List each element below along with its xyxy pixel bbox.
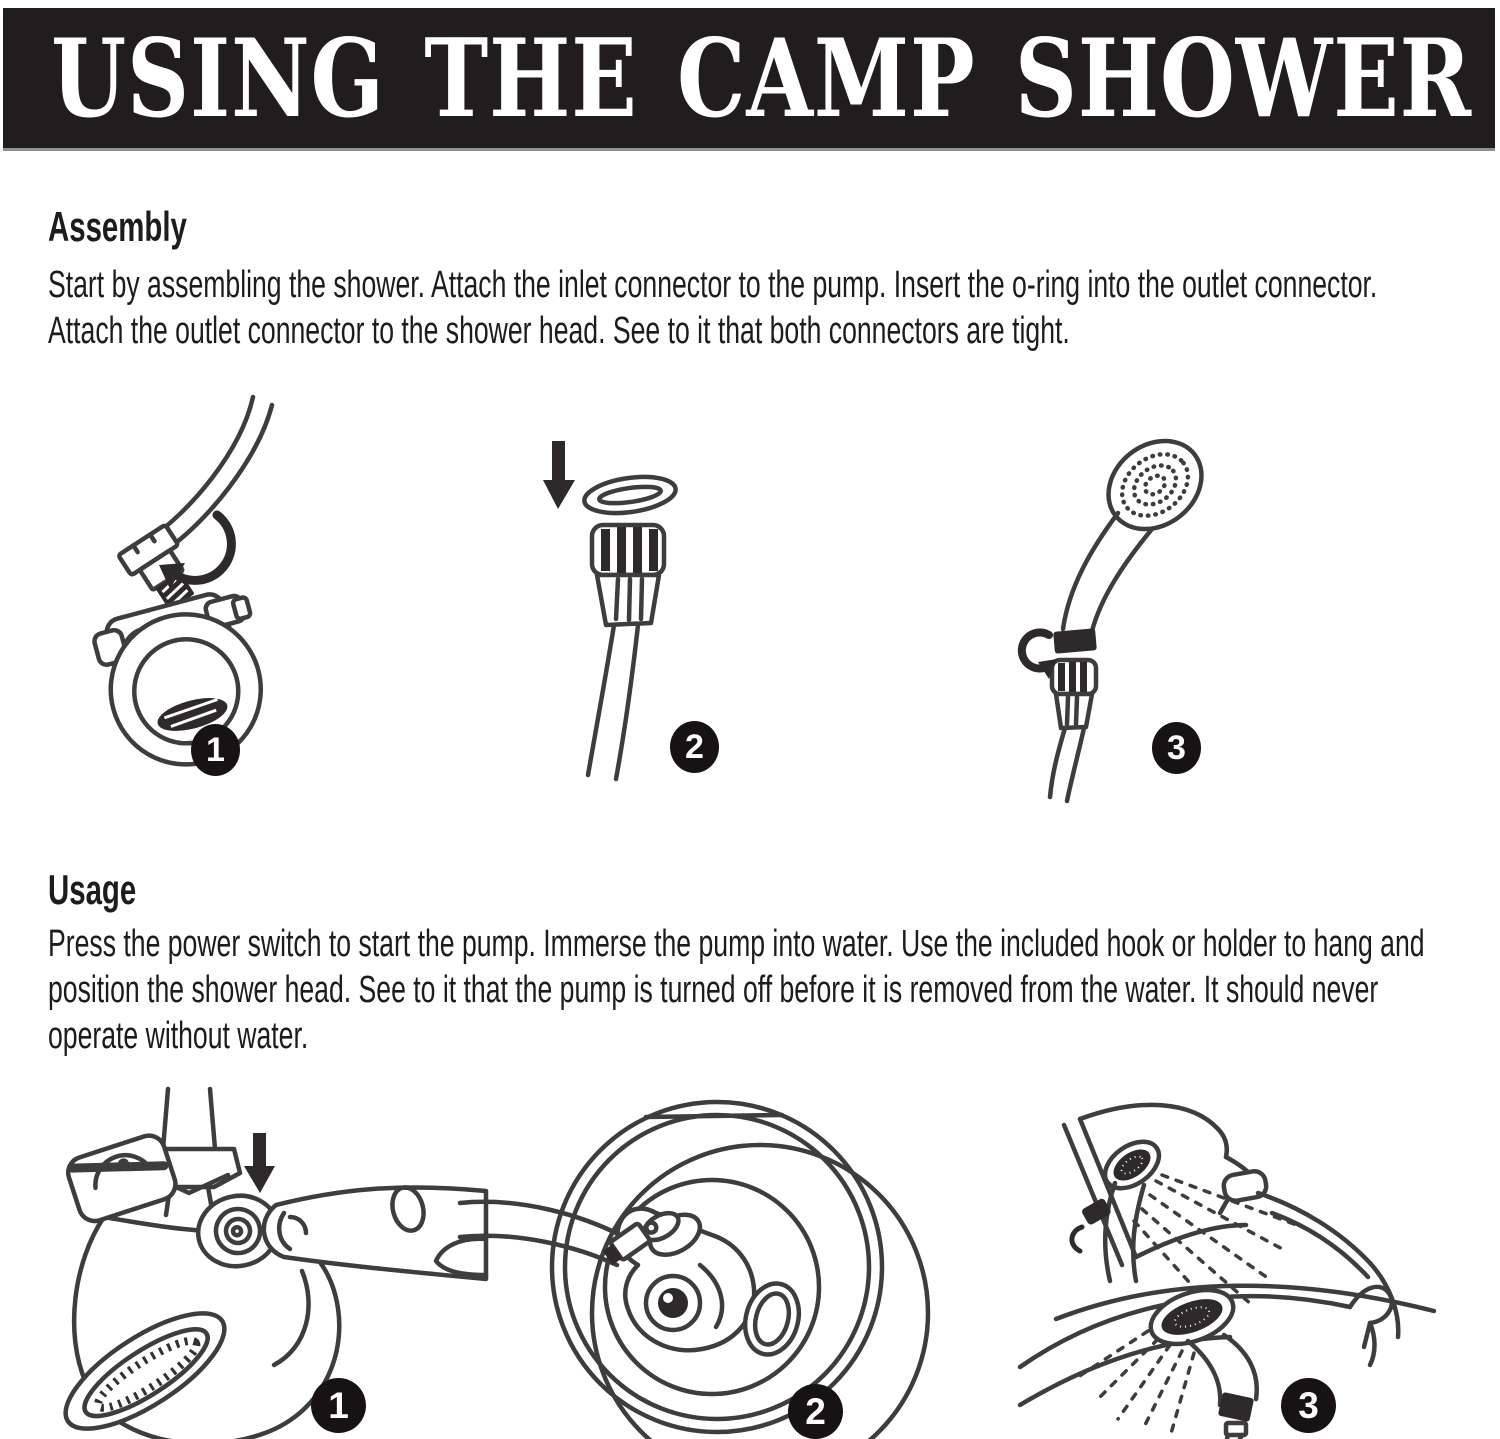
hose-line <box>1050 728 1084 801</box>
usage-step2-bucket-illustration <box>460 1085 900 1439</box>
step-number: 3 <box>1298 1384 1319 1426</box>
outlet-connector <box>592 525 664 625</box>
step-badge <box>1152 722 1201 774</box>
usage-paragraph: Press the power switch to start the pump. Immerse the pump into water. Use the included hook or holder to hang and position the shower head. See to it that the pump is turned off before it is removed from the water. It should never operate without water. <box>48 923 1425 1057</box>
step-number: 2 <box>685 727 704 766</box>
usage-step1-power-switch-illustration <box>40 1089 480 1439</box>
usage-heading: Usage <box>48 866 137 913</box>
step-number: 1 <box>206 730 225 769</box>
shower-head <box>1091 423 1219 548</box>
page-title: USING THE CAMP SHOWER <box>51 14 1472 142</box>
o-ring <box>582 472 678 518</box>
assembly-heading: Assembly <box>48 203 187 250</box>
down-arrow-icon <box>543 441 575 509</box>
pump-body <box>70 509 285 781</box>
assembly-step2-oring-illustration <box>500 423 800 803</box>
step-badge <box>670 721 719 773</box>
battery-cap <box>64 1132 180 1226</box>
assembly-step1-pump-inlet-illustration <box>45 393 305 803</box>
handle-nut <box>1053 628 1097 654</box>
step-badge <box>311 1378 366 1433</box>
hose-line <box>588 625 638 779</box>
pump-in-water <box>601 1200 806 1361</box>
hose-line <box>460 1202 624 1265</box>
step-badge <box>788 1384 843 1439</box>
usage-step3-hang-shower-illustration <box>1020 1085 1460 1439</box>
step-badge <box>1281 1378 1336 1433</box>
down-arrow-icon <box>244 1133 275 1193</box>
step-number: 3 <box>1167 728 1186 767</box>
step-number: 2 <box>805 1390 826 1432</box>
outlet-connector <box>1052 660 1096 728</box>
assembly-paragraph: Start by assembling the shower. Attach the inlet connector to the pump. Insert the o-ring into the outlet connector. Attach the outlet connector to the shower head. See to it that both connectors are tight. <box>48 264 1378 352</box>
step-badge <box>191 724 240 776</box>
step-number: 1 <box>328 1384 349 1426</box>
page-header <box>3 8 1495 151</box>
rotate-arrow-icon <box>1022 632 1057 679</box>
